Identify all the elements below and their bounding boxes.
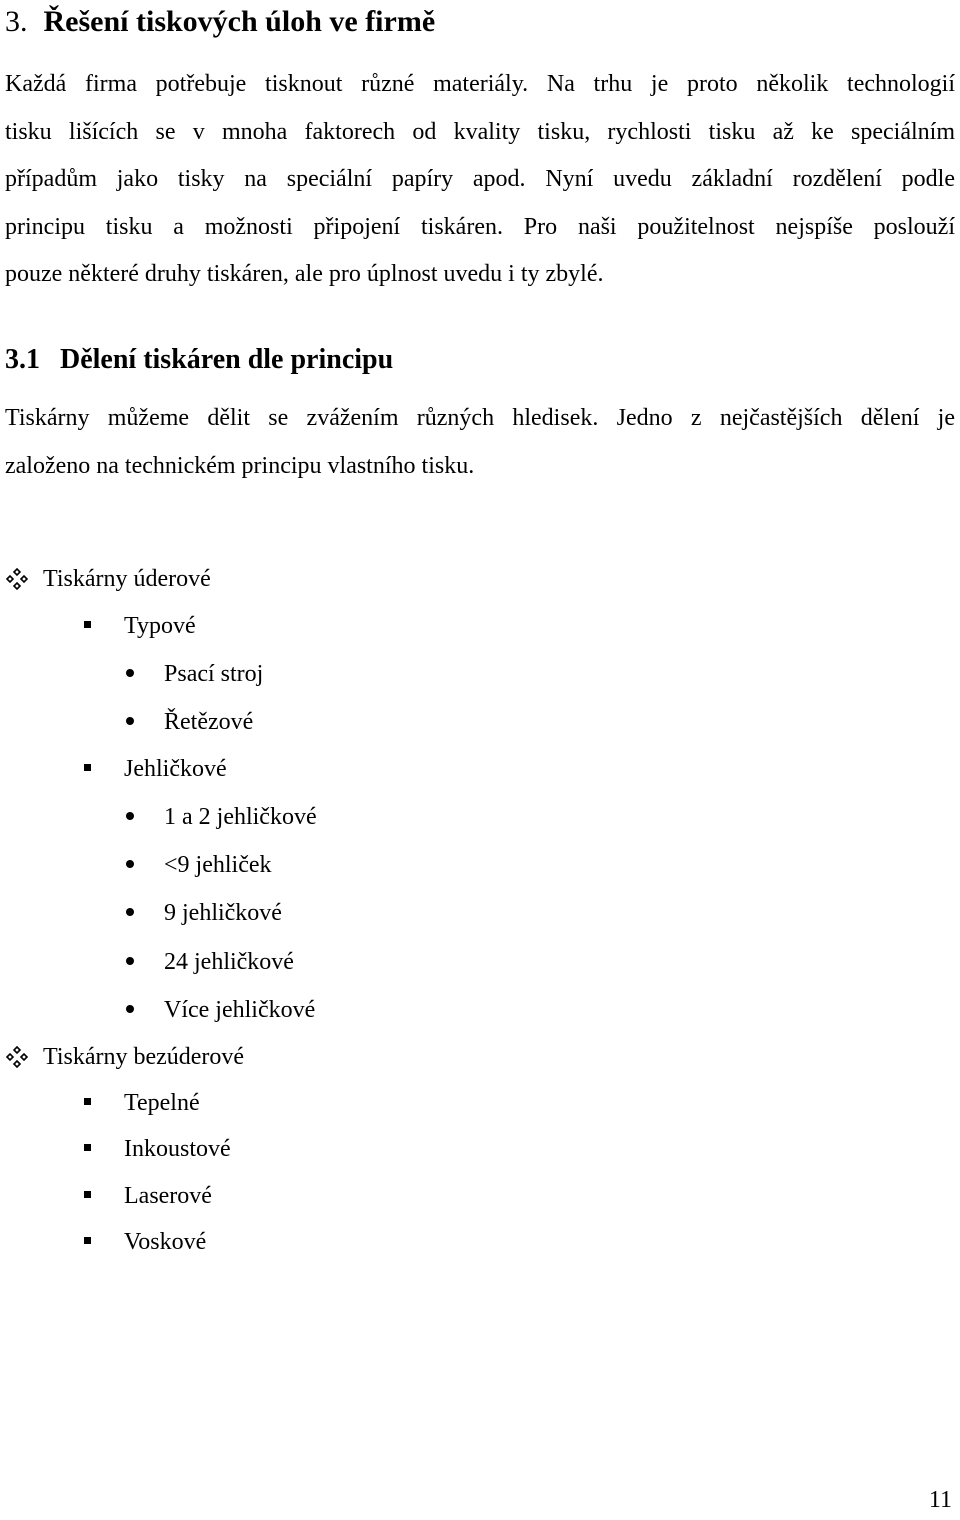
square-bullet-icon <box>84 1237 91 1244</box>
list-item: Tepelné <box>124 1090 200 1116</box>
square-bullet-icon <box>84 1144 91 1151</box>
chapter-title: Řešení tiskových úloh ve firmě <box>43 5 436 38</box>
paragraph-line: založeno na technickém principu vlastního tisku. <box>5 452 475 479</box>
list-item: Psací stroj <box>164 661 264 687</box>
list-item: Laserové <box>124 1183 212 1209</box>
diamond-bullet-icon <box>6 1046 28 1068</box>
section-title: Dělení tiskáren dle principu <box>60 344 394 375</box>
list-item: 1 a 2 jehličkové <box>164 804 317 830</box>
list-item-nonimpact: Tiskárny bezúderové <box>43 1044 245 1070</box>
page-title <box>5 2 435 42</box>
list-item: 9 jehličkové <box>164 900 282 926</box>
intro-paragraph <box>5 61 955 299</box>
list-item-impact: Tiskárny úderové <box>43 566 211 592</box>
list-item: Řetězové <box>164 709 254 735</box>
chapter-number: 3. <box>5 5 28 38</box>
dot-bullet-icon <box>126 669 134 677</box>
list-item: Inkoustové <box>124 1136 231 1162</box>
diamond-bullet-icon <box>6 568 28 590</box>
section-heading <box>5 340 393 380</box>
square-bullet-icon <box>84 621 91 628</box>
list-item-typove: Typové <box>124 613 196 639</box>
list-item: Více jehličkové <box>164 997 316 1023</box>
list-item: <9 jehliček <box>164 852 272 878</box>
page-number: 11 <box>928 1487 952 1513</box>
list-item-jehlickove: Jehličkové <box>124 756 227 782</box>
paragraph-line: Tiskárny můžeme dělit se zvážením různých hledisek. Jedno z nejčastějších dělení je <box>5 405 955 431</box>
dot-bullet-icon <box>126 812 134 820</box>
paragraph-line: principu tisku a možnosti připojení tiskáren. Pro naši použitelnost nejspíše poslouží <box>5 213 955 240</box>
paragraph-line: tisku lišících se v mnoha faktorech od kvality tisku, rychlosti tisku až ke speciálním <box>5 118 955 145</box>
paragraph-line: případům jako tisky na speciální papíry apod. Nyní uvedu základní rozdělení podle <box>5 166 955 192</box>
dot-bullet-icon <box>126 908 134 916</box>
list-item: Voskové <box>124 1229 207 1255</box>
dot-bullet-icon <box>126 1005 134 1013</box>
section-paragraph <box>5 395 955 490</box>
square-bullet-icon <box>84 764 91 771</box>
square-bullet-icon <box>84 1191 91 1198</box>
list-item: 24 jehličkové <box>164 949 294 975</box>
dot-bullet-icon <box>126 717 134 725</box>
paragraph-line: pouze některé druhy tiskáren, ale pro úplnost uvedu i ty zbylé. <box>5 261 604 287</box>
square-bullet-icon <box>84 1098 91 1105</box>
paragraph-line: Každá firma potřebuje tisknout různé materiály. Na trhu je proto několik technologií <box>5 71 955 97</box>
dot-bullet-icon <box>126 860 134 868</box>
dot-bullet-icon <box>126 957 134 965</box>
section-number: 3.1 <box>5 344 40 375</box>
